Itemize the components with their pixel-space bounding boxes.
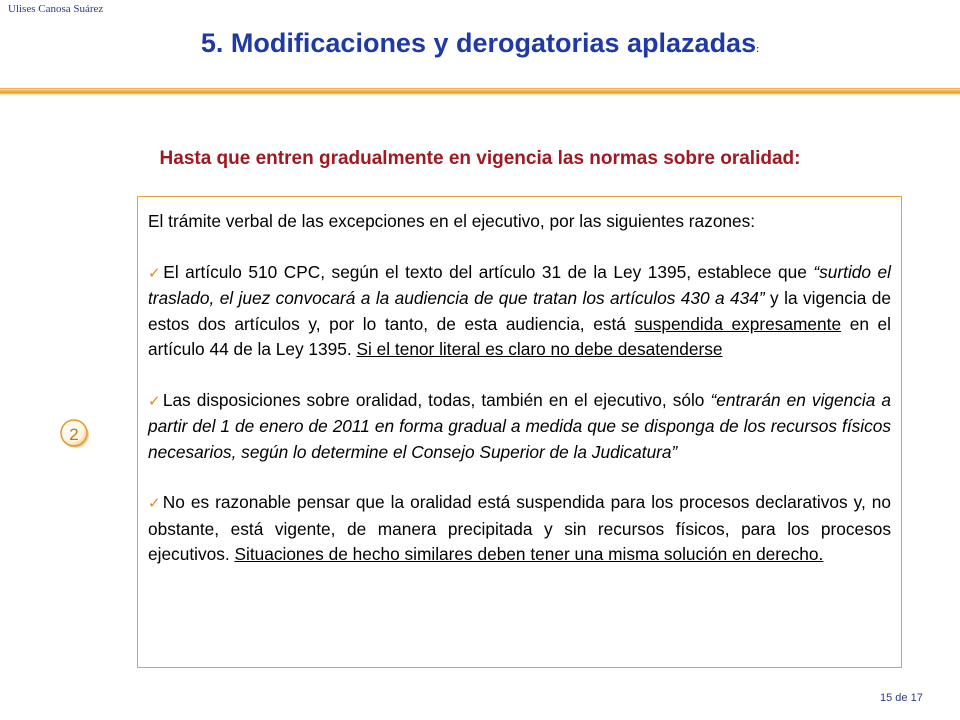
bullet-paragraph-3 [148, 490, 891, 568]
check-icon: ✓ [148, 495, 162, 512]
p2-quote: “entrarán en vigencia a partir del 1 de enero de 2011 en forma gradual a medida que se disponga de los recursos físicos necesarios, según lo determine el Consejo Superior de la Judicatura” [148, 389, 891, 462]
section-heading: Hasta que entren gradualmente en vigencia las normas sobre oralidad: [159, 148, 801, 169]
check-icon: ✓ [148, 264, 163, 282]
p1-text-e: en el artículo 44 de la Ley 1395. [148, 313, 892, 359]
p1-text-c: y la vigencia de estos dos artículos y, por lo tanto, de esta audiencia, está [148, 288, 891, 334]
slide-title-text: 5. Modificaciones y derogatorias aplazadas [200, 28, 757, 58]
p1-underlined-tenor: Si el tenor literal es claro no debe desatenderse [356, 339, 723, 359]
p1-text-a: El artículo 510 CPC, según el texto del artículo 31 de la Ley 1395, establece que [163, 261, 814, 282]
p2-text-a: Las disposiciones sobre oralidad, todas, también en el ejecutivo, sólo [162, 389, 711, 410]
p3-text-a: No es razonable pensar que la oralidad está suspendida para los procesos declarativos y, no obstante, está vigente, de manera precipitada y sin recursos físicos, para los procesos ejecutivos. [148, 492, 891, 564]
p1-underlined-suspendida: suspendida expresamente [634, 313, 842, 334]
step-badge [59, 418, 91, 450]
title-divider [0, 86, 960, 100]
p3-underlined-conclusion: Situaciones de hecho similares deben tener una misma solución en derecho. [234, 544, 824, 564]
badge-number: 2 [69, 425, 79, 444]
p1-quote: “surtido el traslado, el juez convocará a la audiencia de que tratan los artículos 430 a 434” [148, 261, 891, 308]
author-name: Ulises Canosa Suárez [8, 3, 104, 15]
slide-title-mark: : [756, 44, 760, 54]
content-box [137, 196, 902, 668]
page-number: 15 de 17 [880, 692, 923, 704]
slide-title [0, 28, 960, 59]
check-icon: ✓ [148, 392, 162, 410]
bullet-paragraph-2 [148, 388, 891, 466]
bullet-paragraph-1 [148, 260, 891, 363]
intro-paragraph: El trámite verbal de las excepciones en el ejecutivo, por las siguientes razones: [148, 211, 756, 231]
